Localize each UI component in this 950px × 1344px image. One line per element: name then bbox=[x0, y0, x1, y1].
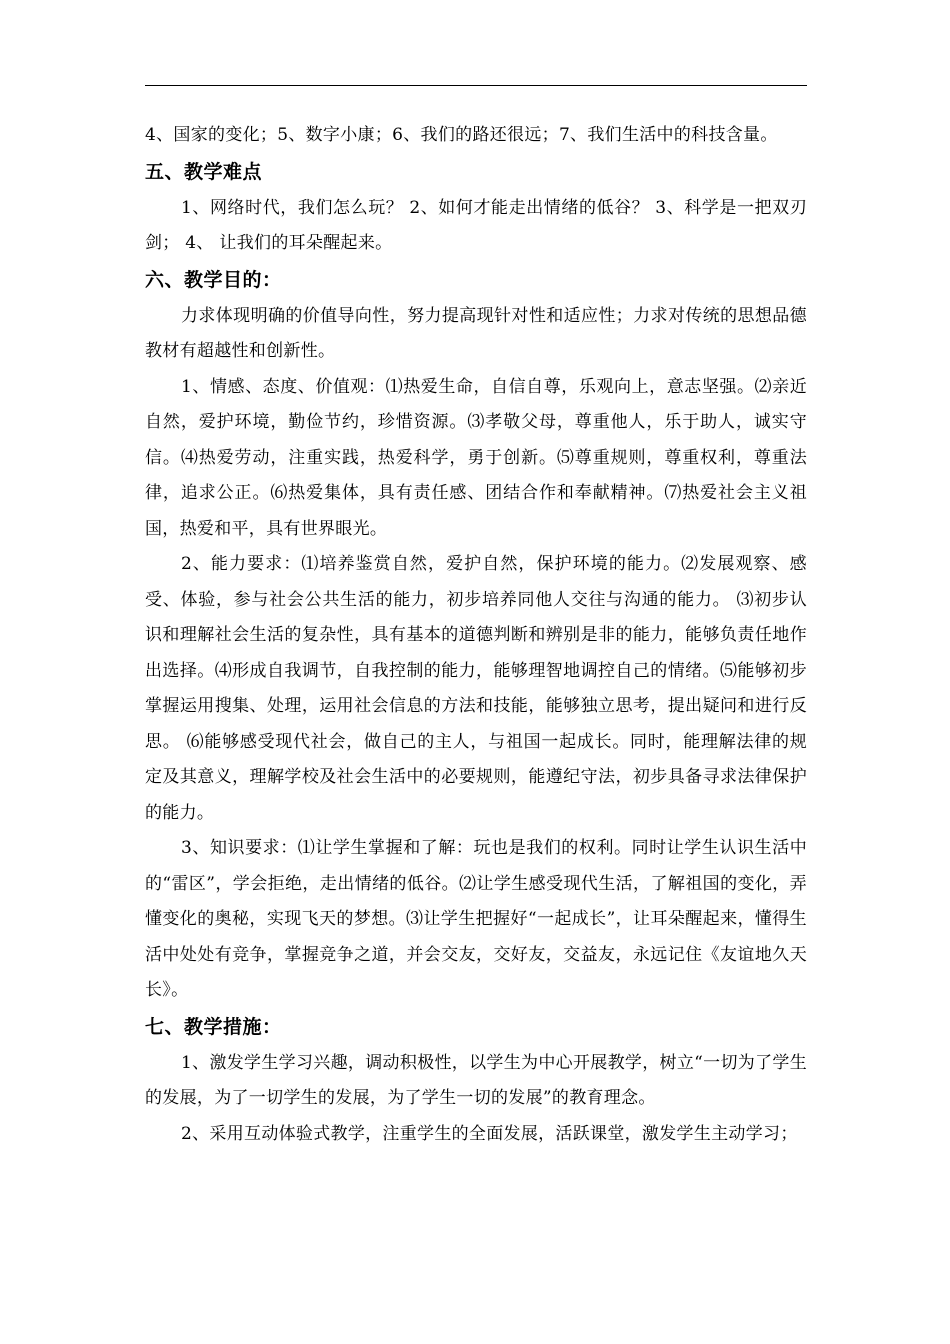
section-heading-objectives: 六、教学目的： bbox=[145, 268, 282, 291]
paragraph-objectives-intro: 力求体现明确的价值导向性，努力提高现针对性和适应性；力求对传统的思想品德教材有超越性和创新性。 bbox=[145, 305, 807, 361]
paragraph-emotion-values: 1、情感、态度、价值观：⑴热爱生命，自信自尊，乐观向上，意志坚强。⑵亲近自然，爱护环境，勤俭节约，珍惜资源。⑶孝敬父母，尊重他人，乐于助人，诚实守信。⑷热爱劳动，注重实践，热爱科学，勇于创新。⑸尊重规则，尊重权利，尊重法律，追求公正。⑹热爱集体，具有责任感、团结合作和奉献精神。⑺热爱社会主义祖国，热爱和平，具有世界眼光。 bbox=[145, 376, 807, 539]
paragraph-measure-1: 1、激发学生学习兴趣，调动积极性，以学生为中心开展教学，树立“一切为了学生的发展，为了一切学生的发展，为了学生一切的发展”的教育理念。 bbox=[145, 1052, 807, 1108]
list-continuation: 4、国家的变化；5、数字小康；6、我们的路还很远；7、我们生活中的科技含量。 bbox=[145, 125, 778, 145]
paragraph-difficulties: 1、网络时代，我们怎么玩？ 2、如何才能走出情绪的低谷？ 3、科学是一把双刃剑； 4、 让我们的耳朵醒起来。 bbox=[145, 197, 807, 253]
document-body bbox=[145, 118, 807, 1152]
paragraph-knowledge-requirements: 3、知识要求：⑴让学生掌握和了解：玩也是我们的权利。同时让学生认识生活中的“雷区”，学会拒绝，走出情绪的低谷。⑵让学生感受现代生活，了解祖国的变化，弄懂变化的奥秘，实现飞天的梦想。⑶让学生把握好“一起成长”，让耳朵醒起来，懂得生活中处处有竞争，掌握竞争之道，并会交友，交好友，交益友，永远记住《友谊地久天长》。 bbox=[145, 838, 807, 1000]
header-rule bbox=[145, 85, 807, 86]
paragraph-measure-2: 2、采用互动体验式教学，注重学生的全面发展，活跃课堂，激发学生主动学习； bbox=[181, 1123, 798, 1144]
section-heading-difficulties: 五、教学难点 bbox=[145, 160, 263, 183]
section-heading-measures: 七、教学措施： bbox=[145, 1015, 282, 1038]
paragraph-ability-requirements: 2、能力要求：⑴培养鉴赏自然，爱护自然，保护环境的能力。⑵发展观察、感受、体验，参与社会公共生活的能力，初步培养同他人交往与沟通的能力。 ⑶初步认识和理解社会生活的复杂性，具有基本的道德判断和辨别是非的能力，能够负责任地作出选择。⑷形成自我调节，自我控制的能力，能够理智地调控自己的情绪。⑸能够初步掌握运用搜集、处理，运用社会信息的方法和技能，能够独立思考，提出疑问和进行反思。 ⑹能够感受现代社会，做自己的主人，与祖国一起成长。同时，能理解法律的规定及其意义，理解学校及社会生活中的必要规则，能遵纪守法，初步具备寻求法律保护的能力。 bbox=[145, 554, 807, 823]
